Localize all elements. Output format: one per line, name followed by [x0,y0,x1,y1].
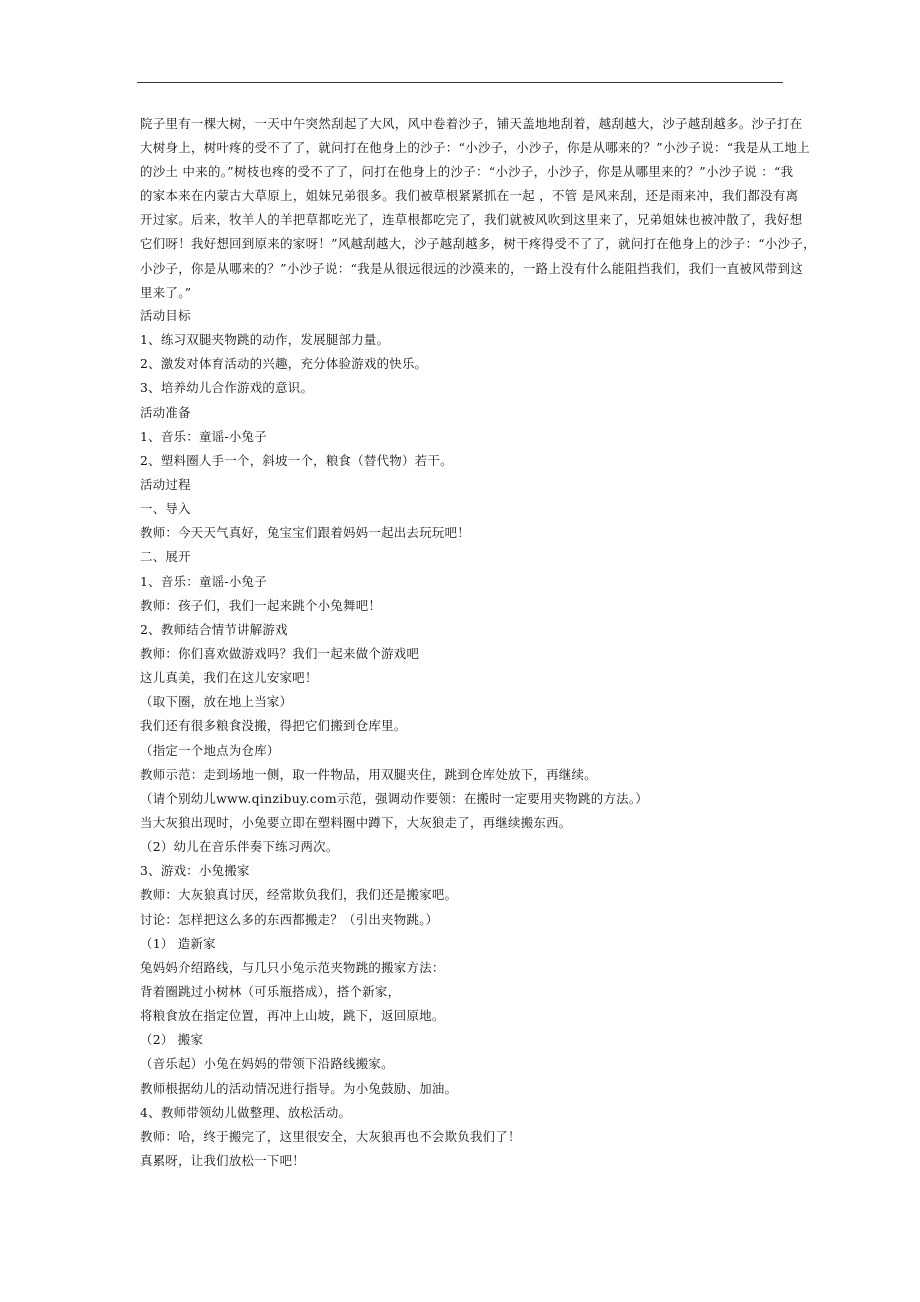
text-line: 教师示范：走到场地一侧，取一件物品，用双腿夹住，跳到仓库处放下，再继续。 [140,766,597,782]
text-line: （音乐起）小兔在妈妈的带领下沿路线搬家。 [140,1056,394,1072]
story-line: 小沙子，你是从哪来的？”小沙子说：“我是从很远很远的沙漠来的，一路上没有什么能阻挡我们，我们一直被风带到这 [140,260,804,276]
section-heading-preparation: 活动准备 [140,404,191,420]
subsection-heading: 二、展开 [140,549,191,565]
text-line: 2、塑料圈人手一个，斜坡一个，粮食（替代物）若干。 [140,452,453,468]
story-line: 里来了。” [140,284,192,300]
story-line: 它们呀！我好想回到原来的家呀！”风越刮越大，沙子越刮越多，树干疼得受不了了，就问打在他身上的沙子：“小沙子， [140,236,816,252]
text-line: 这儿真美，我们在这儿安家吧！ [140,670,318,686]
text-line: 教师：哈，终于搬完了，这里很安全，大灰狼再也不会欺负我们了！ [140,1128,521,1144]
story-paragraph [140,112,816,305]
text-line: 真累呀，让我们放松一下吧！ [140,1152,305,1168]
story-line: 的家本来在内蒙古大草原上，姐妹兄弟很多。我们被草根紧紧抓在一起 ，不管 是风来刮，还是雨来冲，我们都没有离 [140,188,799,204]
lesson-plan-body [140,304,785,1173]
story-line: 院子里有一棵大树，一天中午突然刮起了大风，风中卷着沙子，铺天盖地地刮着，越刮越大，沙子越刮越多。沙子打在 [140,116,803,131]
section-heading-goals: 活动目标 [140,308,191,323]
story-line: 开过家。后来，牧羊人的羊把草都吃光了，连草根都吃完了，我们就被风吹到这里来了，兄弟姐妹也被冲散了，我好想 [140,212,803,228]
text-line: 背着圈跳过小树林（可乐瓶搭成），搭个新家， [140,983,401,999]
text-line: 2、激发对体育活动的兴趣，充分体验游戏的快乐。 [140,356,428,372]
text-line: （1） 造新家 [140,935,216,951]
story-line: 的沙土 中来的。”树枝也疼的受不了了，问打在他身上的沙子：“小沙子，小沙子，你是从哪里来的？”小沙子说 ：“我 [140,164,794,180]
text-line: 4、教师带领幼儿做整理、放松活动。 [140,1104,352,1120]
text-line: （指定一个地点为仓库） [140,742,280,758]
header-rule [137,82,783,83]
text-line: 讨论：怎样把这么多的东西都搬走？（引出夹物跳。） [140,911,439,927]
text-line: 教师：大灰狼真讨厌，经常欺负我们，我们还是搬家吧。 [140,887,458,903]
text-line: 1、音乐：童谣-小兔子 [140,573,267,589]
text-line: （2）幼儿在音乐伴奏下练习两次。 [140,839,339,855]
text-line: 当大灰狼出现时，小兔要立即在塑料圈中蹲下，大灰狼走了，再继续搬东西。 [140,814,572,830]
text-line: 1、练习双腿夹物跳的动作，发展腿部力量。 [140,332,390,348]
text-line: 教师：你们喜欢做游戏吗？我们一起来做个游戏吧 [140,645,420,661]
text-line: 教师：孩子们，我们一起来跳个小兔舞吧！ [140,597,382,613]
text-line: （2） 搬家 [140,1032,204,1048]
text-line: 我们还有很多粮食没搬，得把它们搬到仓库里。 [140,718,407,734]
story-line: 大树身上，树叶疼的受不了了，就问打在他身上的沙子：“小沙子，小沙子，你是从哪来的？”小沙子说：“我是从工地上 [140,140,810,156]
text-line: 3、培养幼儿合作游戏的意识。 [140,380,314,396]
text-line: （取下圈，放在地上当家） [140,694,293,710]
text-line: （请个别幼儿www.qinzibuy.com示范，强调动作要领：在搬时一定要用夹物跳的方法。） [140,790,649,806]
text-line: 教师根据幼儿的活动情况进行指导。为小兔鼓励、加油。 [140,1080,458,1096]
text-line: 1、音乐：童谣-小兔子 [140,428,267,444]
text-line: 兔妈妈介绍路线，与几只小兔示范夹物跳的搬家方法： [140,959,445,975]
section-heading-process: 活动过程 [140,476,191,492]
text-line: 2、教师结合情节讲解游戏 [140,621,288,637]
text-line: 教师：今天天气真好，兔宝宝们跟着妈妈一起出去玩玩吧！ [140,525,470,541]
subsection-heading: 一、导入 [140,501,191,517]
text-line: 将粮食放在指定位置，再冲上山坡，跳下，返回原地。 [140,1008,445,1024]
text-line: 3、游戏：小兔搬家 [140,863,250,879]
